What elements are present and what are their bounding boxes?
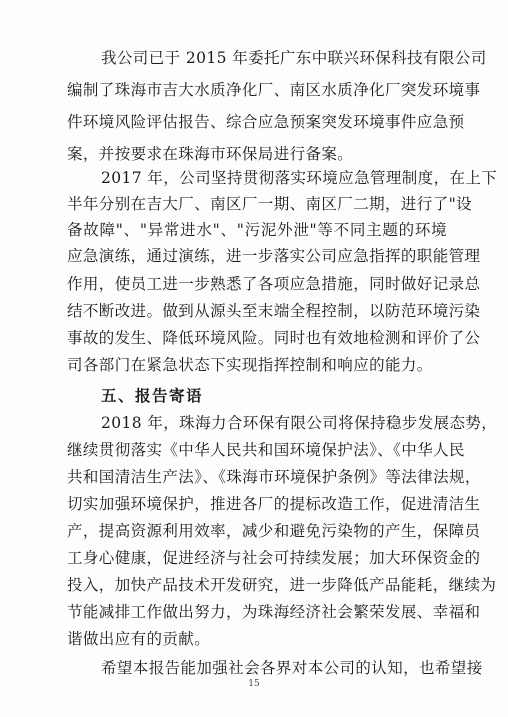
text-line: 节能减排工作做出努力，为珠海经济社会繁荣发展、幸福和 (67, 603, 481, 621)
text-line: 结不断改进。做到从源头至末端全程控制，以防范环境污染 (67, 302, 481, 320)
text-line: 继续贯彻落实《中华人民共和国环境保护法》、《中华人民 (67, 441, 465, 459)
text-line: 切实加强环境保护，推进各厂的提标改造工作，促进清洁生 (67, 495, 481, 513)
text-line: 编制了珠海市吉大水质净化厂、南区水质净化厂突发环境事 (67, 81, 481, 99)
text-line: 备故障"、"异常进水"、"污泥外泄"等不同主题的环境 (67, 221, 447, 239)
text-line: 产，提高资源利用效率，减少和避免污染物的产生，保障员 (67, 522, 481, 540)
text-line: 事故的发生、降低环境风险。同时也有效地检测和评价了公 (67, 329, 481, 347)
text-line: 投入，加快产品技术开发研究，进一步降低产品能耗，继续为 (67, 576, 497, 594)
text-line: 应急演练，通过演练，进一步落实公司应急指挥的职能管理 (67, 247, 481, 265)
section-heading: 五、报告寄语 (101, 386, 204, 405)
text-line: 工身心健康，促进经济与社会可持续发展；加大环保资金的 (67, 549, 481, 567)
page-number: 15 (248, 679, 260, 689)
text-line: 件环境风险评估报告、综合应急预案突发环境事件应急预 (67, 113, 465, 131)
text-line: 2018 年，珠海力合环保有限公司将保持稳步发展态势， (101, 414, 498, 432)
text-line: 作用，使员工进一步熟悉了各项应急措施，同时做好记录总 (67, 275, 481, 293)
text-line: 司各部门在紧急状态下实现指挥控制和响应的能力。 (67, 356, 433, 374)
text-line: 案，并按要求在珠海市环保局进行备案。 (67, 145, 354, 163)
text-line: 2017 年，公司坚持贯彻落实环境应急管理制度，在上下 (101, 169, 498, 187)
text-line: 希望本报告能加强社会各界对本公司的认知，也希望接 (101, 659, 483, 677)
text-line: 半年分别在吉大厂、南区厂一期、南区厂二期，进行了"设 (67, 195, 473, 213)
text-line: 共和国清洁生产法》、《珠海市环境保护条例》等法律法规， (67, 468, 481, 486)
text-line: 谐做出应有的贡献。 (67, 630, 211, 648)
text-line: 我公司已于 2015 年委托广东中联兴环保科技有限公司 (101, 49, 487, 67)
